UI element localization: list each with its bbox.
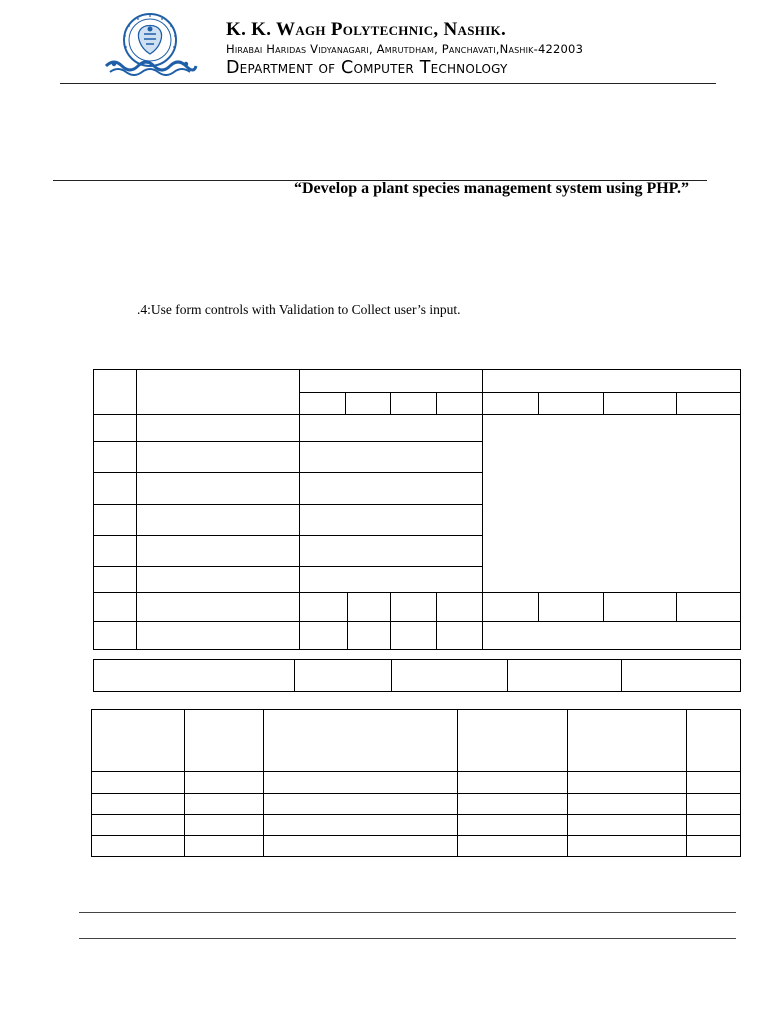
course-outcome-text: .4:Use form controls with Validation to Collect user’s input. (137, 302, 461, 317)
table-divider (299, 369, 300, 650)
table-divider (93, 504, 482, 505)
table-divider (91, 771, 741, 772)
project-title: “Develop a plant species management system using PHP.” (294, 180, 689, 197)
header-divider (60, 83, 716, 84)
table-divider (390, 592, 391, 621)
table-divider (538, 592, 539, 621)
table-divider (390, 621, 391, 650)
table-divider (91, 835, 741, 836)
table-divider (436, 592, 437, 621)
table-divider (391, 659, 392, 692)
table-divider (676, 392, 677, 414)
table-divider (603, 392, 604, 414)
table-divider (436, 392, 437, 414)
table-divider (347, 592, 348, 621)
table-divider (93, 441, 482, 442)
table-divider (136, 369, 137, 650)
table-divider (538, 392, 539, 414)
table-divider (93, 414, 741, 415)
table-divider (294, 659, 295, 692)
table-divider (621, 659, 622, 692)
signature-line (79, 938, 736, 939)
table-divider (93, 592, 741, 593)
assessment-table-frame (93, 369, 741, 650)
marks-summary-frame (93, 659, 741, 692)
college-emblem-icon (100, 12, 198, 76)
table-divider (93, 621, 741, 622)
table-divider (91, 814, 741, 815)
institute-name: K. K. Wagh Polytechnic, Nashik. (226, 19, 507, 40)
department-name: Department of Computer Technology (226, 58, 508, 78)
table-divider (507, 659, 508, 692)
table-divider (93, 535, 482, 536)
table-divider (482, 369, 483, 650)
table-divider (603, 592, 604, 621)
table-divider (93, 566, 482, 567)
table-divider (347, 621, 348, 650)
table-divider (390, 392, 391, 414)
signature-line (79, 912, 736, 913)
table-divider (345, 392, 346, 414)
table-divider (436, 621, 437, 650)
table-divider (91, 793, 741, 794)
table-divider (93, 472, 482, 473)
institute-address: Hirabai Haridas Vidyanagari, Amrutdham, Panchavati,Nashik-422003 (226, 42, 584, 56)
table-divider (676, 592, 677, 621)
table-divider (299, 392, 741, 393)
